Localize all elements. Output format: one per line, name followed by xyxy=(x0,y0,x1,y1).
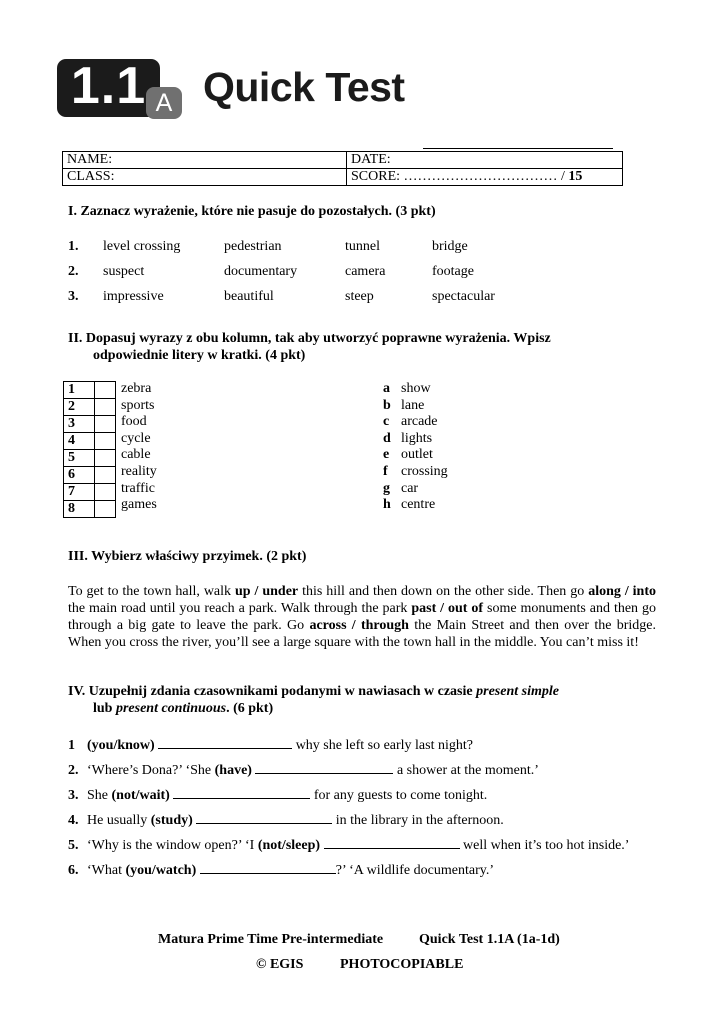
footer-book: Matura Prime Time Pre-intermediate xyxy=(158,932,384,947)
box-number: 5 xyxy=(64,450,95,467)
class-field[interactable]: CLASS: xyxy=(63,169,347,186)
exercise-item xyxy=(68,813,504,829)
right-word: lane xyxy=(401,397,425,413)
option-word[interactable]: tunnel xyxy=(345,239,380,254)
right-column xyxy=(383,381,448,514)
exercise-item xyxy=(68,738,473,754)
verb-cue: (have) xyxy=(214,763,252,778)
box-number: 7 xyxy=(64,484,95,501)
left-word: traffic xyxy=(121,480,155,496)
option-word[interactable]: pedestrian xyxy=(224,239,282,254)
left-word: food xyxy=(121,414,147,430)
verb-cue: (not/wait) xyxy=(111,788,170,803)
score-field[interactable] xyxy=(347,169,623,186)
row-number: 1. xyxy=(68,239,79,254)
text-run: the main road until you reach a park. Walk through the park xyxy=(68,601,412,616)
exercise-item xyxy=(68,838,629,854)
option-word[interactable]: documentary xyxy=(224,264,298,279)
score-max: 15 xyxy=(568,169,583,184)
answer-box[interactable] xyxy=(95,416,116,433)
left-word: games xyxy=(121,497,157,513)
answer-box[interactable] xyxy=(95,467,116,484)
right-word: outlet xyxy=(401,447,433,463)
exercise-item xyxy=(68,788,487,804)
item-number: 1 xyxy=(68,738,75,753)
exercise-item xyxy=(68,763,539,779)
text-run: why she left so early last night? xyxy=(292,738,473,753)
preposition-choice[interactable]: across / through xyxy=(309,618,409,633)
text-run: in the library in the afternoon. xyxy=(332,813,504,828)
verb-cue: (you/know) xyxy=(87,738,155,753)
right-word: centre xyxy=(401,497,436,513)
section-3-paragraph xyxy=(68,583,656,651)
right-word: crossing xyxy=(401,463,448,479)
option-word[interactable]: footage xyxy=(432,264,474,279)
name-field[interactable]: NAME: xyxy=(63,152,347,169)
answer-box[interactable] xyxy=(95,501,116,518)
answer-blank[interactable] xyxy=(158,738,292,749)
option-word[interactable]: camera xyxy=(345,264,386,279)
text-run: for any guests to come tonight. xyxy=(310,788,488,803)
section-3-heading: III. Wybierz właściwy przyimek. (2 pkt) xyxy=(68,549,307,564)
text-run: She xyxy=(87,788,112,803)
text-run: He usually xyxy=(87,813,151,828)
option-word[interactable]: suspect xyxy=(103,264,145,279)
box-number: 2 xyxy=(64,399,95,416)
student-info-table xyxy=(62,151,623,186)
test-number: 1.1 xyxy=(70,57,147,115)
text-run: some monuments and then go through a big gate to leave the park. Go xyxy=(68,601,656,633)
page-title: Quick Test xyxy=(203,64,405,110)
box-number: 3 xyxy=(64,416,95,433)
option-word[interactable]: steep xyxy=(345,289,374,304)
date-field[interactable]: DATE: xyxy=(347,152,623,169)
answer-box[interactable] xyxy=(95,433,116,450)
right-letter: g xyxy=(383,480,390,496)
box-number: 4 xyxy=(64,433,95,450)
test-variant-badge: A xyxy=(146,87,182,119)
box-number: 8 xyxy=(64,501,95,518)
item-number: 3. xyxy=(68,788,79,803)
left-word: cycle xyxy=(121,430,151,446)
footer-photocopiable: PHOTOCOPIABLE xyxy=(340,957,464,972)
section-2-heading: II. Dopasuj wyrazy z obu kolumn, tak aby utworzyć poprawne wyrażenia. Wpisz xyxy=(68,331,551,346)
right-letter: a xyxy=(383,381,390,396)
verb-cue: (you/watch) xyxy=(125,863,197,878)
right-letter: e xyxy=(383,447,390,463)
text-run: ?’ ‘A wildlife documentary.’ xyxy=(335,863,494,878)
text-run: a shower at the moment.’ xyxy=(393,763,539,778)
right-word: show xyxy=(401,381,431,396)
answer-blank[interactable] xyxy=(200,863,336,874)
answer-blank[interactable] xyxy=(255,763,393,774)
text-run: To get to the town hall, walk xyxy=(68,584,235,599)
score-label: SCORE: …………………………… / xyxy=(351,169,565,184)
right-letter: c xyxy=(383,414,390,430)
section-1-heading: I. Zaznacz wyrażenie, które nie pasuje do pozostałych. (3 pkt) xyxy=(68,204,436,219)
right-word: lights xyxy=(401,430,433,446)
option-word[interactable]: bridge xyxy=(432,239,468,254)
option-word[interactable]: impressive xyxy=(103,289,164,304)
answer-boxes xyxy=(63,381,116,518)
answer-box[interactable] xyxy=(95,382,116,399)
right-letter: d xyxy=(383,430,391,446)
option-word[interactable]: level crossing xyxy=(103,239,181,254)
section-2-heading-cont: odpowiednie litery w kratki. (4 pkt) xyxy=(93,348,306,363)
answer-box[interactable] xyxy=(95,484,116,501)
right-letter: b xyxy=(383,397,391,413)
section-4-heading-cont xyxy=(93,701,273,717)
right-letter: h xyxy=(383,497,391,513)
item-number: 2. xyxy=(68,763,79,778)
text-run: well when it’s too hot inside.’ xyxy=(459,838,630,853)
verb-cue: (not/sleep) xyxy=(257,838,321,853)
right-word: car xyxy=(401,480,419,496)
row-number: 2. xyxy=(68,264,79,279)
text-run: ‘What xyxy=(87,863,126,878)
heading-tense: present continuous xyxy=(115,701,227,716)
exercise-item xyxy=(68,863,494,879)
item-number: 6. xyxy=(68,863,79,878)
left-word: zebra xyxy=(121,381,152,396)
text-run: this hill and then down on the other side. Then go xyxy=(298,584,589,599)
preposition-choice[interactable]: along / into xyxy=(588,584,656,599)
answer-blank[interactable] xyxy=(324,838,460,849)
box-number: 6 xyxy=(64,467,95,484)
text-run: ‘Why is the window open?’ ‘I xyxy=(87,838,258,853)
left-word: reality xyxy=(121,463,157,479)
item-number: 5. xyxy=(68,838,79,853)
heading-text: . (6 pkt) xyxy=(226,701,274,716)
heading-tense: present simple xyxy=(476,684,559,699)
item-number: 4. xyxy=(68,813,79,828)
answer-box[interactable] xyxy=(95,450,116,467)
heading-text: lub xyxy=(93,701,116,716)
option-word[interactable]: beautiful xyxy=(224,289,274,304)
text-run: ‘Where’s Dona?’ ‘She xyxy=(87,763,215,778)
footer-test: Quick Test 1.1A (1a-1d) xyxy=(419,932,560,947)
answer-box[interactable] xyxy=(95,399,116,416)
right-word: arcade xyxy=(401,414,438,430)
header-rule xyxy=(423,148,613,149)
right-letter: f xyxy=(383,463,388,479)
heading-text: IV. Uzupełnij zdania czasownikami podanymi w nawiasach w czasie xyxy=(68,684,477,699)
section-4-heading xyxy=(68,684,559,700)
left-column xyxy=(121,381,157,514)
text-run: the Main Street and then over the bridge. When you cross the river, you’ll see a large square with the town hall in the middle. You can’t miss it! xyxy=(68,618,657,650)
row-number: 3. xyxy=(68,289,79,304)
option-word[interactable]: spectacular xyxy=(432,289,495,304)
footer-publisher: © EGIS xyxy=(256,957,304,972)
left-word: cable xyxy=(121,447,151,463)
answer-blank[interactable] xyxy=(173,788,310,799)
preposition-choice[interactable]: past / out of xyxy=(411,601,484,616)
verb-cue: (study) xyxy=(150,813,193,828)
left-word: sports xyxy=(121,397,155,413)
box-number: 1 xyxy=(64,382,95,399)
preposition-choice[interactable]: up / under xyxy=(234,584,299,599)
answer-blank[interactable] xyxy=(196,813,332,824)
